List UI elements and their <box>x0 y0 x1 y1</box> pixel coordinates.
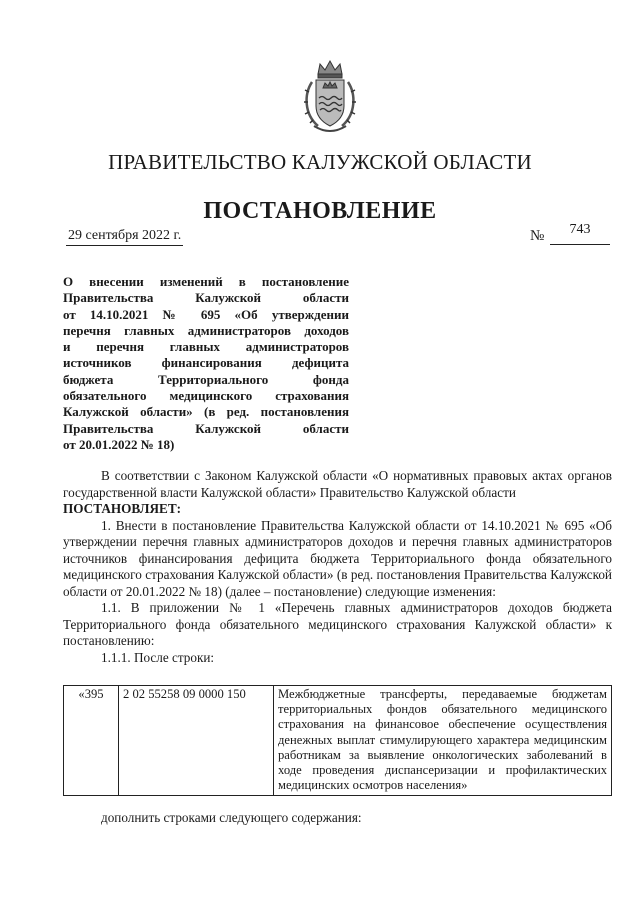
government-title: ПРАВИТЕЛЬСТВО КАЛУЖСКОЙ ОБЛАСТИ <box>108 150 532 174</box>
number-label: № <box>530 228 545 244</box>
subject-line: обязательного медицинского страхования <box>63 388 349 404</box>
preamble-paragraph: В соответствии с Законом Калужской области «О нормативных правовых актах органов государственной власти Калужской области» Правительство Калужской области <box>63 468 612 500</box>
decree-date: 29 сентября 2022 г. <box>66 228 183 246</box>
subject-line: перечня главных администраторов доходов <box>63 322 349 338</box>
item-1-paragraph: 1. Внести в постановление Правительства Калужской области от 14.10.2021 № 695 «Об утверждении перечня главных администраторов доходов и перечня главных администраторов источников финансирования дефицита бюджета Территориального фонда обязательного медицинского страхования Калужской области» (в ред. постановления Правительства Калужской области от 20.01.2022 № 18) (далее – постановление) следующие изменения: <box>63 517 612 599</box>
subject-line: и перечня главных администраторов <box>63 339 349 355</box>
table-row <box>64 686 612 796</box>
item-1-1-paragraph: 1.1. В приложении № 1 «Перечень главных администраторов доходов бюджета Территориального фонда обязательного медицинского страхования Калужской области» к постановлению: <box>63 600 612 648</box>
kaluga-coat-of-arms-emblem <box>300 58 360 136</box>
subject-line: О внесении изменений в постановление <box>63 274 349 289</box>
subject-line: от 14.10.2021 № 695 «Об утверждении <box>63 306 349 322</box>
existing-row-table <box>63 685 612 796</box>
item-1-1-1-paragraph: 1.1.1. После строки: <box>101 649 215 665</box>
subject-line: Правительства Калужской области <box>63 290 349 306</box>
subject-line: Правительства Калужской области <box>63 420 349 436</box>
subject-line: источников финансирования дефицита <box>63 355 349 371</box>
description-cell: Межбюджетные трансферты, передаваемые бюджетам территориальных фондов обязательного медицинского страхования на финансовое обеспечение осуществления денежных выплат стимулирующего характера медицинским работникам за выявление онкологических заболеваний в ходе проведения диспансеризации и профилактических медицинских осмотров населения» <box>274 686 612 796</box>
subject-line: от 20.01.2022 № 18) <box>63 436 175 452</box>
document-type-title: ПОСТАНОВЛЕНИЕ <box>203 198 437 224</box>
subject-line: Калужской области» (в ред. постановления <box>63 404 349 420</box>
admin-code-cell: «395 <box>64 686 119 796</box>
kbk-code-cell: 2 02 55258 09 0000 150 <box>119 686 274 796</box>
decree-subject <box>63 274 349 453</box>
decree-body <box>63 468 612 666</box>
subject-line: бюджета Территориального фонда <box>63 371 349 387</box>
continuation-text: дополнить строками следующего содержания: <box>101 810 362 825</box>
decree-keyword: ПОСТАНОВЛЯЕТ: <box>63 501 182 516</box>
decree-number: 743 <box>550 222 610 245</box>
